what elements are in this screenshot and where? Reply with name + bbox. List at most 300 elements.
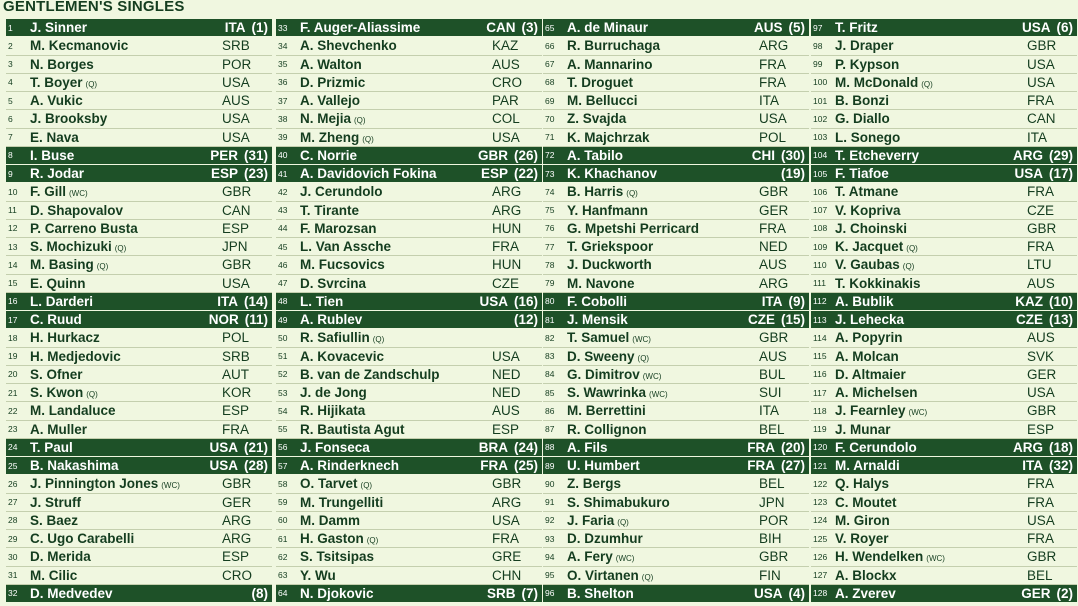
entry-tag: (WC)	[161, 481, 180, 491]
player-row	[276, 220, 542, 238]
player-name-text: F. Tiafoe	[835, 166, 889, 182]
nationality: FRA	[480, 458, 508, 474]
draw-position: 74	[545, 186, 555, 197]
draw-position: 38	[278, 113, 288, 124]
player-name-text: T. Paul	[30, 439, 73, 455]
draw-position: 1	[8, 22, 13, 33]
player-name	[835, 495, 1027, 510]
entry-tag: (Q)	[641, 572, 654, 582]
seeded-player-row	[276, 439, 542, 457]
draw-position: 71	[545, 132, 555, 143]
entry-tag: (Q)	[360, 481, 373, 491]
draw-position: 15	[8, 278, 18, 289]
draw-position: 83	[545, 351, 555, 362]
player-row	[543, 512, 809, 530]
nationality: ARG	[759, 38, 789, 54]
nationality: HUN	[492, 220, 522, 236]
draw-position: 99	[813, 59, 823, 70]
player-row	[543, 238, 809, 256]
player-row	[543, 366, 809, 384]
player-row	[6, 366, 272, 384]
player-name-text: N. Mejia	[300, 111, 352, 127]
draw-position: 34	[278, 40, 288, 51]
player-row	[6, 475, 272, 493]
player-name-text: A. Rublev	[300, 312, 363, 328]
nationality: KAZ	[492, 38, 519, 54]
player-row	[543, 202, 809, 220]
player-row	[6, 275, 272, 293]
draw-position: 14	[8, 259, 18, 270]
player-row	[811, 202, 1077, 220]
player-name	[30, 257, 222, 272]
draw-position: 123	[813, 497, 828, 508]
draw-position: 92	[545, 515, 555, 526]
seeded-player-row	[543, 439, 809, 457]
player-name-text: F. Gill	[30, 184, 67, 200]
draw-position: 65	[545, 22, 555, 33]
draw-position: 57	[278, 460, 288, 471]
player-name-text: C. Norrie	[300, 147, 358, 163]
seeded-player-row	[543, 457, 809, 475]
player-name	[835, 166, 1014, 181]
player-name	[567, 57, 759, 72]
draw-position: 73	[545, 168, 555, 179]
nationality: GBR	[1027, 38, 1057, 54]
seed-number: (16)	[513, 293, 538, 309]
nationality: BEL	[759, 421, 785, 437]
draw-position: 30	[8, 551, 18, 562]
nationality: GBR	[492, 476, 522, 492]
draw-column-4	[811, 19, 1077, 603]
draw-position: 4	[8, 77, 13, 88]
seed-number: (28)	[243, 458, 268, 474]
nationality: CRO	[222, 567, 252, 583]
player-row	[811, 110, 1077, 128]
player-name	[30, 111, 222, 126]
nationality: USA	[1027, 385, 1055, 401]
player-name-text: A. Fils	[567, 439, 608, 455]
draw-position: 106	[813, 186, 828, 197]
player-name-text: Y. Hanfmann	[567, 202, 649, 218]
player-row	[276, 92, 542, 110]
player-row	[543, 110, 809, 128]
player-name-text: S. Shimabukuro	[567, 494, 670, 510]
player-row	[811, 348, 1077, 366]
player-name-text: U. Humbert	[567, 458, 640, 474]
player-name	[567, 276, 759, 291]
player-name	[30, 440, 209, 455]
player-name-text: D. Shapovalov	[30, 202, 124, 218]
player-row	[543, 384, 809, 402]
player-name	[835, 422, 1027, 437]
player-name-text: A. Zverev	[835, 585, 896, 601]
seed-number: (17)	[1048, 166, 1073, 182]
player-name	[567, 93, 759, 108]
player-name	[30, 148, 210, 163]
player-name-text: B. Bonzi	[835, 93, 889, 109]
player-name	[300, 440, 479, 455]
draw-position: 35	[278, 59, 288, 70]
player-name	[567, 148, 752, 163]
entry-tag: (WC)	[649, 390, 668, 400]
player-name	[567, 549, 759, 564]
player-row	[6, 494, 272, 512]
nationality: USA	[1021, 20, 1051, 36]
draw-position: 5	[8, 95, 13, 106]
draw-position: 20	[8, 369, 18, 380]
player-name	[300, 257, 492, 272]
draw-position: 13	[8, 241, 18, 252]
entry-tag: (Q)	[86, 390, 98, 400]
player-name-text: L. Darderi	[30, 293, 94, 309]
draw-position: 104	[813, 150, 828, 161]
nationality: LTU	[1027, 257, 1052, 273]
nationality: FRA	[759, 220, 786, 236]
nationality: CHN	[492, 567, 522, 583]
player-name-text: R. Bautista Agut	[300, 421, 405, 437]
draw-position: 6	[8, 113, 13, 124]
nationality: GBR	[1027, 549, 1057, 565]
seeded-player-row	[811, 19, 1077, 37]
seeded-player-row	[6, 439, 272, 457]
player-name	[30, 184, 222, 199]
player-name	[835, 549, 1027, 564]
draw-position: 77	[545, 241, 555, 252]
draw-position: 98	[813, 40, 823, 51]
player-row	[543, 220, 809, 238]
nationality: FRA	[747, 439, 775, 455]
nationality: AUS	[492, 56, 520, 72]
player-name-text: M. Zheng	[300, 129, 360, 145]
player-name	[835, 312, 1016, 327]
draw-position: 121	[813, 460, 828, 471]
draw-position: 122	[813, 478, 828, 489]
player-row	[811, 275, 1077, 293]
player-name-text: T. Atmane	[835, 184, 899, 200]
player-name	[835, 111, 1027, 126]
player-row	[543, 92, 809, 110]
draw-position: 18	[8, 332, 18, 343]
player-name-text: A. Fery	[567, 549, 613, 565]
nationality: PER	[210, 147, 238, 163]
seed-number: (30)	[780, 147, 805, 163]
nationality: USA	[222, 74, 250, 90]
player-row	[543, 530, 809, 548]
player-name-text: D. Sweeny	[567, 348, 635, 364]
nationality: NED	[492, 385, 521, 401]
draw-position: 28	[8, 515, 18, 526]
player-name-text: V. Kopriva	[835, 202, 901, 218]
nationality: KAZ	[1015, 293, 1043, 309]
draw-position: 59	[278, 497, 288, 508]
player-row	[276, 183, 542, 201]
seeded-player-row	[276, 19, 542, 37]
player-name-text: J. Duckworth	[567, 257, 652, 273]
draw-position: 100	[813, 77, 828, 88]
seed-number: (26)	[513, 147, 538, 163]
seeded-player-row	[543, 585, 809, 603]
draw-position: 89	[545, 460, 555, 471]
nationality: GER	[1027, 366, 1057, 382]
seed-number: (32)	[1048, 458, 1073, 474]
nationality: BRA	[478, 439, 508, 455]
player-name	[300, 495, 492, 510]
draw-position: 95	[545, 570, 555, 581]
player-name	[835, 20, 1022, 35]
player-name-text: S. Mochizuki	[30, 239, 112, 255]
player-row	[6, 74, 272, 92]
player-row	[276, 110, 542, 128]
draw-position: 55	[278, 424, 288, 435]
player-row	[6, 220, 272, 238]
player-name	[300, 276, 492, 291]
draw-position: 63	[278, 570, 288, 581]
draw-position: 103	[813, 132, 828, 143]
draw-position: 43	[278, 205, 288, 216]
player-name	[30, 276, 222, 291]
nationality: ITA	[224, 20, 246, 36]
nationality: USA	[1014, 166, 1043, 182]
nationality: AUS	[1027, 330, 1055, 346]
player-row	[811, 421, 1077, 439]
player-name	[300, 513, 492, 528]
draw-position: 126	[813, 551, 828, 562]
entry-tag: (WC)	[632, 335, 651, 345]
player-row	[6, 183, 272, 201]
nationality: POR	[222, 56, 252, 72]
draw-position: 52	[278, 369, 288, 380]
player-row	[811, 530, 1077, 548]
nationality: NOR	[208, 312, 239, 328]
player-name	[30, 495, 222, 510]
player-name	[30, 531, 222, 546]
draw-position: 61	[278, 533, 288, 544]
player-name	[835, 257, 1027, 272]
player-row	[543, 348, 809, 366]
player-name	[300, 38, 492, 53]
player-name	[835, 403, 1027, 418]
player-row	[543, 329, 809, 347]
player-name-text: B. Shelton	[567, 585, 634, 601]
player-name-text: D. Dzumhur	[567, 531, 643, 547]
player-name	[835, 349, 1027, 364]
entry-tag: (Q)	[362, 134, 374, 144]
nationality: AUT	[222, 366, 249, 382]
entry-tag: (Q)	[921, 79, 933, 89]
player-name	[30, 75, 222, 90]
nationality: GER	[1021, 585, 1051, 601]
seed-number: (23)	[243, 166, 268, 182]
player-row	[276, 567, 542, 585]
player-name	[300, 312, 510, 327]
draw-position: 8	[8, 150, 13, 161]
player-name-text: M. Damm	[300, 512, 361, 528]
seeded-player-row	[811, 585, 1077, 603]
player-name-text: Y. Wu	[300, 567, 336, 583]
player-name	[567, 385, 759, 400]
draw-position: 50	[278, 332, 288, 343]
draw-position: 81	[545, 314, 555, 325]
player-name-text: R. Burruchaga	[567, 38, 661, 54]
entry-tag: (Q)	[617, 517, 629, 527]
draw-position: 101	[813, 95, 828, 106]
player-name-text: M. Giron	[835, 512, 890, 528]
draw-column-1	[6, 19, 272, 603]
player-name-text: V. Gaubas	[835, 257, 900, 273]
draw-position: 19	[8, 351, 18, 362]
nationality: GBR	[1027, 403, 1057, 419]
player-name	[567, 568, 759, 583]
draw-position: 105	[813, 168, 828, 179]
player-name	[300, 367, 492, 382]
player-row	[811, 37, 1077, 55]
nationality: CZE	[1015, 312, 1043, 328]
player-name	[567, 20, 754, 35]
player-name-text: J. Mensik	[567, 312, 628, 328]
player-name	[30, 57, 222, 72]
draw-position: 76	[545, 223, 555, 234]
player-row	[811, 92, 1077, 110]
player-row	[6, 56, 272, 74]
nationality: SRB	[222, 348, 250, 364]
player-name-text: F. Cerundolo	[835, 439, 917, 455]
nationality: CZE	[1027, 202, 1054, 218]
nationality: FRA	[1027, 494, 1054, 510]
player-name	[567, 586, 754, 601]
draw-position: 53	[278, 387, 288, 398]
nationality: SRB	[486, 585, 516, 601]
nationality: USA	[1027, 56, 1055, 72]
draw-position: 12	[8, 223, 18, 234]
player-name-text: J. Lehecka	[835, 312, 905, 328]
draw-column-2	[276, 19, 542, 603]
draw-position: 36	[278, 77, 288, 88]
seeded-player-row	[276, 457, 542, 475]
entry-tag: (Q)	[366, 536, 379, 546]
nationality: SUI	[759, 385, 782, 401]
draw-position: 27	[8, 497, 18, 508]
player-row	[6, 129, 272, 147]
draw-position: 82	[545, 332, 555, 343]
player-name-text: A. Blockx	[835, 567, 897, 583]
player-name	[300, 294, 479, 309]
player-name-text: A. Molcan	[835, 348, 899, 364]
draw-position: 115	[813, 351, 827, 362]
nationality: ARG	[492, 184, 522, 200]
player-name-text: T. Fritz	[835, 20, 878, 36]
nationality: FRA	[492, 531, 519, 547]
player-name-text: P. Carreno Busta	[30, 220, 138, 236]
draw-position: 11	[8, 205, 17, 216]
draw-position: 125	[813, 533, 828, 544]
player-name	[300, 93, 492, 108]
player-name	[567, 531, 759, 546]
player-name	[30, 367, 222, 382]
draw-position: 128	[813, 588, 828, 599]
draw-position: 40	[278, 150, 288, 161]
player-name-text: J. Brooksby	[30, 111, 108, 127]
player-name-text: T. Droguet	[567, 74, 633, 90]
nationality: ARG	[1012, 439, 1043, 455]
player-name-text: V. Royer	[835, 531, 889, 547]
player-name-text: J. de Jong	[300, 385, 367, 401]
player-row	[811, 384, 1077, 402]
draw-position: 47	[278, 278, 288, 289]
nationality: USA	[492, 129, 520, 145]
player-row	[543, 548, 809, 566]
player-row	[811, 329, 1077, 347]
nationality: ITA	[761, 293, 783, 309]
player-name-text: A. Muller	[30, 421, 88, 437]
player-row	[543, 183, 809, 201]
player-name-text: J. Cerundolo	[300, 184, 383, 200]
draw-position: 44	[278, 223, 288, 234]
draw-position: 10	[8, 186, 18, 197]
nationality: USA	[753, 585, 783, 601]
player-name	[567, 312, 748, 327]
nationality: ARG	[222, 531, 252, 547]
seed-number: (22)	[513, 166, 538, 182]
draw-position: 16	[8, 296, 18, 307]
entry-tag: (Q)	[637, 353, 650, 363]
draw-position: 96	[545, 588, 555, 599]
seeded-player-row	[543, 147, 809, 165]
draw-position: 72	[545, 150, 555, 161]
player-name	[30, 476, 222, 491]
player-name	[300, 130, 492, 145]
player-name-text: B. Nakashima	[30, 458, 119, 474]
draw-position: 124	[813, 515, 828, 526]
draw-position: 62	[278, 551, 288, 562]
draw-position: 46	[278, 259, 288, 270]
nationality: JPN	[759, 494, 785, 510]
draw-position: 9	[8, 168, 13, 179]
player-name-text: J. Fearnley	[835, 403, 906, 419]
player-name-text: L. Sonego	[835, 129, 901, 145]
nationality: POR	[759, 512, 789, 528]
player-name	[835, 239, 1027, 254]
draw-position: 68	[545, 77, 555, 88]
draw-position: 29	[8, 533, 18, 544]
nationality: USA	[492, 512, 520, 528]
seed-number: (2)	[1056, 585, 1073, 601]
player-name-text: Z. Bergs	[567, 476, 622, 492]
draw-position: 84	[545, 369, 555, 380]
player-name	[835, 276, 1027, 291]
nationality: USA	[759, 111, 787, 127]
draw-position: 67	[545, 59, 555, 70]
player-row	[543, 275, 809, 293]
nationality: FRA	[1027, 239, 1054, 255]
nationality: CAN	[486, 20, 516, 36]
draw-position: 70	[545, 113, 555, 124]
draw-position: 58	[278, 478, 288, 489]
player-row	[6, 348, 272, 366]
seed-number: (24)	[513, 439, 538, 455]
seeded-player-row	[6, 311, 272, 329]
nationality: USA	[492, 348, 520, 364]
nationality: ITA	[1027, 129, 1047, 145]
player-name-text: N. Djokovic	[300, 585, 374, 601]
player-name	[835, 148, 1013, 163]
player-row	[811, 129, 1077, 147]
draw-position: 109	[813, 241, 828, 252]
player-name-text: A. Bublik	[835, 293, 894, 309]
nationality: POL	[759, 129, 787, 145]
draw-position: 54	[278, 405, 288, 416]
nationality: CHI	[751, 147, 775, 163]
player-row	[811, 402, 1077, 420]
